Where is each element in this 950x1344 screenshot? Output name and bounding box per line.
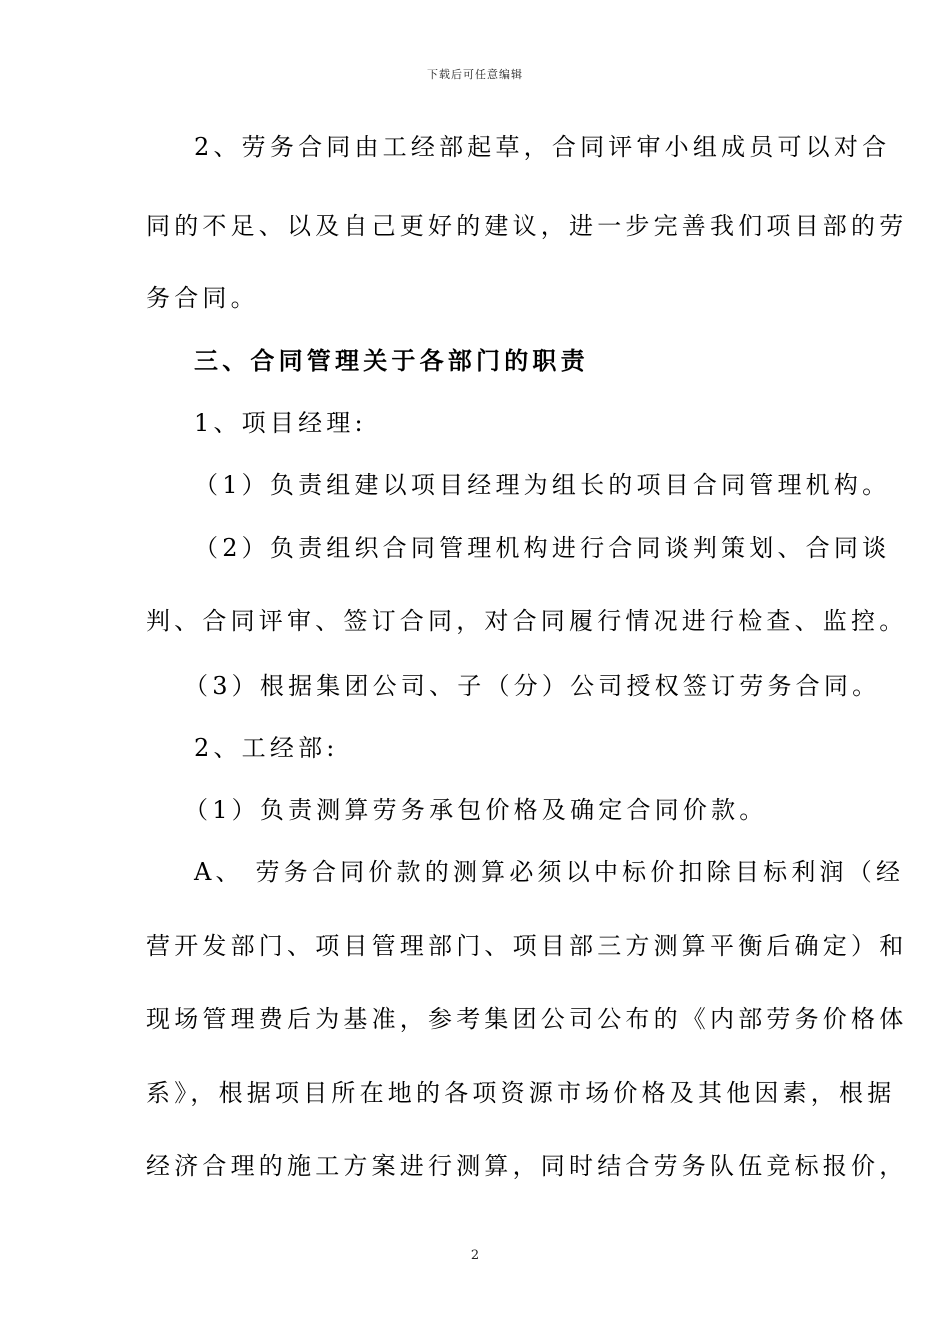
paragraph-line: 判、合同评审、签订合同，对合同履行情况进行检查、监控。 (146, 607, 908, 635)
list-item: （1）负责组建以项目经理为组长的项目合同管理机构。 (194, 471, 891, 499)
paragraph-line: 务合同。 (146, 284, 259, 312)
subsection-heading: 1、项目经理: (194, 409, 367, 437)
page-number: 2 (470, 1248, 480, 1263)
list-item: （3）根据集团公司、子（分）公司授权签订劳务合同。 (184, 672, 881, 700)
page-header: 下载后可任意编辑 (427, 68, 523, 81)
section-heading: 三、合同管理关于各部门的职责 (194, 346, 589, 375)
list-item: （1）负责测算劳务承包价格及确定合同价款。 (184, 796, 768, 824)
subsection-heading: 2、工经部: (194, 734, 339, 762)
list-item: （2）负责组织合同管理机构进行合同谈判策划、合同谈 (194, 534, 891, 562)
paragraph-line: 同的不足、以及自己更好的建议，进一步完善我们项目部的劳 (146, 212, 908, 240)
paragraph-line: 现场管理费后为基准，参考集团公司公布的《内部劳务价格体 (146, 1005, 908, 1033)
paragraph-line: 营开发部门、项目管理部门、项目部三方测算平衡后确定）和 (146, 932, 908, 960)
paragraph-line: A、 劳务合同价款的测算必须以中标价扣除目标利润（经 (194, 858, 905, 886)
paragraph-line: 经济合理的施工方案进行测算，同时结合劳务队伍竞标报价， (146, 1152, 908, 1180)
paragraph-line: 2、劳务合同由工经部起草，合同评审小组成员可以对合 (194, 133, 891, 161)
paragraph-line: 系》，根据项目所在地的各项资源市场价格及其他因素，根据 (146, 1079, 896, 1107)
